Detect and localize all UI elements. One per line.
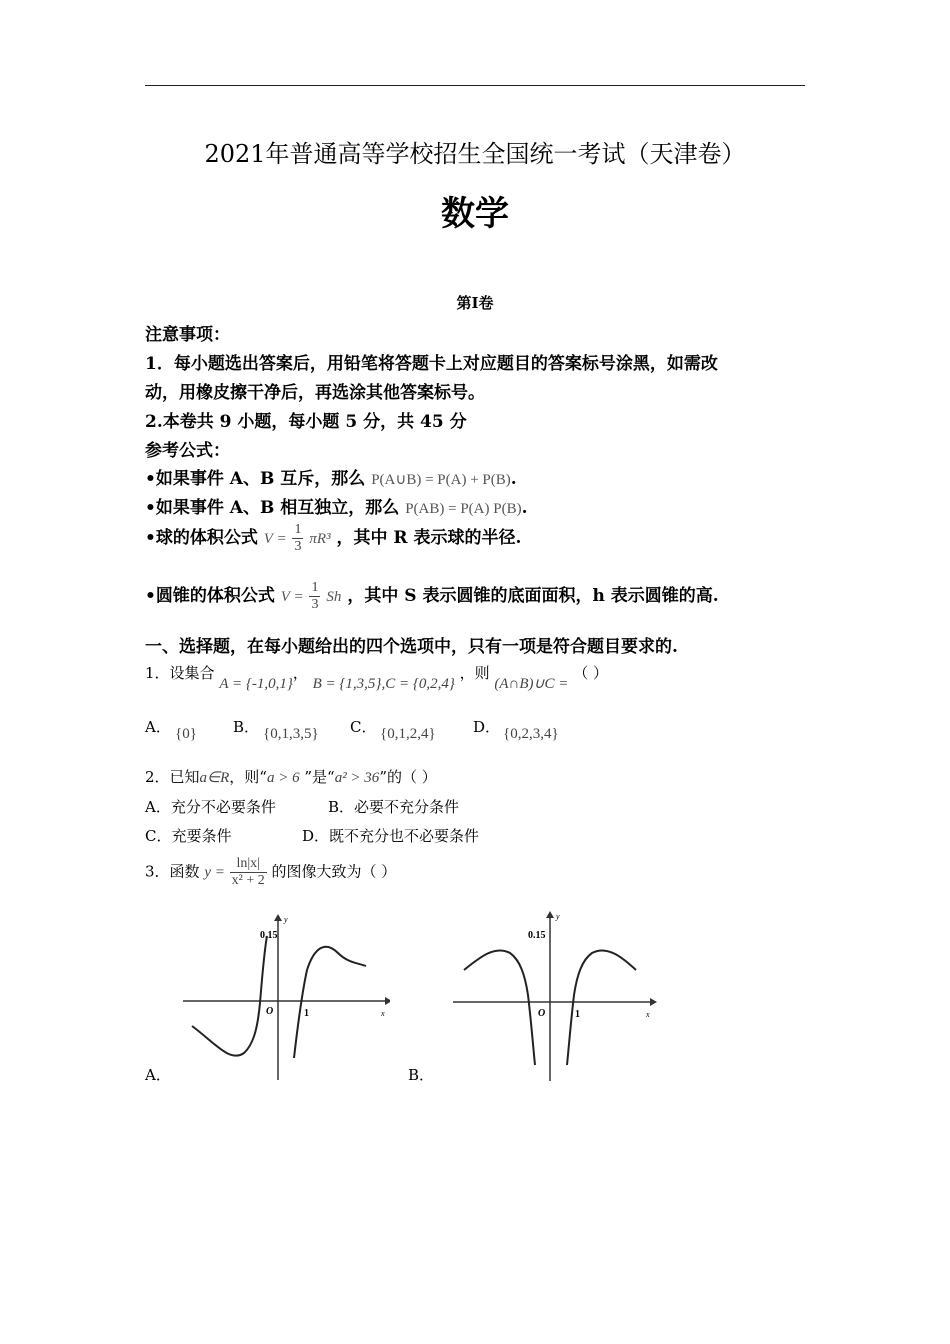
q1-prefix: 1．设集合 xyxy=(145,664,215,682)
note-1-line-1: 1．每小题选出答案后，用铅笔将答题卡上对应题目的答案标号涂黑，如需改 xyxy=(145,354,718,374)
graph-a-curve-right xyxy=(294,947,366,1058)
exam-title: 2021年普通高等学校招生全国统一考试（天津卷） xyxy=(204,140,746,168)
q2-option-c-text: 充要条件 xyxy=(171,827,232,845)
formula-exclusive-text: •如果事件 A、B 互斥，那么 xyxy=(145,469,366,489)
graph-a-curve-left xyxy=(192,936,267,1056)
top-rule xyxy=(145,85,805,86)
q2-option-b-label: B． xyxy=(328,798,355,816)
graph-b-curve-left xyxy=(464,950,535,1065)
formulas-heading: 参考公式： xyxy=(145,441,230,461)
graph-a-y-tick: 0.15 xyxy=(260,930,278,941)
subject-title: 数学 xyxy=(441,194,509,234)
formula-sphere-tail: ，其中 R 表示球的半径. xyxy=(336,528,522,548)
q2-option-a[interactable] xyxy=(145,796,276,817)
q1-sep: ， xyxy=(292,664,308,682)
note-1-line-2: 动，用橡皮擦干净后，再选涂其他答案标号。 xyxy=(145,383,485,403)
graph-b-x-name: x xyxy=(646,1010,650,1019)
graph-a-y-name: y xyxy=(284,915,288,924)
q2-mid2: ”是“ xyxy=(299,768,335,786)
formula-cone-lhs: V = xyxy=(280,589,304,605)
fraction-numerator: 1 xyxy=(294,522,302,537)
formula-sphere-rhs: πR³ xyxy=(309,531,331,547)
formula-sphere-fraction xyxy=(292,522,303,555)
q3-denominator: x² + 2 xyxy=(231,873,265,888)
graph-b-y-arrow xyxy=(546,911,554,918)
q2-option-c[interactable] xyxy=(145,825,232,846)
q2-option-d-text: 既不充分也不必要条件 xyxy=(329,827,480,845)
formula-independent: •如果事件 A、B 相互独立，那么 P(AB) = P(A) P(B). xyxy=(145,498,528,518)
note-2: 2.本卷共 9 小题，每小题 5 分，共 45 分 xyxy=(145,412,467,432)
formula-cone-fraction xyxy=(309,580,320,613)
q1-option-c-value: {0,1,2,4} xyxy=(380,726,436,742)
q2-q: a² > 36 xyxy=(334,770,380,786)
question-2-options xyxy=(145,796,805,856)
q3-end: 的图像大致为（ ） xyxy=(271,862,397,881)
q3-prefix: 3．函数 xyxy=(145,862,200,881)
graph-a-y-arrow xyxy=(274,914,282,921)
q3-numerator: ln|x| xyxy=(230,856,267,873)
q2-option-b-text: 必要不充分条件 xyxy=(354,798,460,816)
q2-cond: a∈R xyxy=(199,770,230,786)
formula-sphere-lhs: V = xyxy=(263,531,287,547)
graph-a xyxy=(180,908,390,1083)
formula-cone-tail: ，其中 S 表示圆锥的底面面积，h 表示圆锥的高. xyxy=(347,586,719,606)
fraction-denominator: 3 xyxy=(294,539,302,554)
formula-independent-text: •如果事件 A、B 相互独立，那么 xyxy=(145,498,400,518)
q1-set-a: A = {-1,0,1} xyxy=(219,676,293,692)
q1-option-c-label[interactable]: C． xyxy=(350,718,377,736)
q2-mid1: ，则“ xyxy=(229,768,267,786)
graph-b-origin: O xyxy=(538,1008,546,1019)
graph-b-x-tick: 1 xyxy=(575,1009,580,1020)
q1-set-c: ,C = {0,2,4} xyxy=(381,676,455,692)
formula-cone-text: •圆锥的体积公式 xyxy=(145,586,275,606)
graph-a-label[interactable]: A． xyxy=(145,1066,171,1084)
fraction-denominator: 3 xyxy=(311,597,319,612)
graph-a-x-tick: 1 xyxy=(304,1008,309,1019)
formula-sphere-text: •球的体积公式 xyxy=(145,528,258,548)
q3-fraction xyxy=(230,856,267,889)
formula-exclusive-math: P(A∪B) = P(A) + P(B) xyxy=(371,472,511,488)
graph-b-y-name: y xyxy=(556,912,560,921)
q1-paren: （ ） xyxy=(573,664,608,682)
graph-b-label[interactable]: B． xyxy=(408,1066,435,1084)
q2-p: a > 6 xyxy=(266,770,300,786)
q2-option-b[interactable] xyxy=(328,796,459,817)
q2-option-c-label: C． xyxy=(145,827,172,845)
q1-mid: ，则 xyxy=(459,664,490,682)
graph-b xyxy=(450,905,660,1085)
formula-cone-rhs: Sh xyxy=(326,589,342,605)
q1-option-b-value: {0,1,3,5} xyxy=(263,726,319,742)
question-3-stem xyxy=(145,856,396,889)
q2-option-d[interactable] xyxy=(302,825,479,846)
graph-b-x-arrow xyxy=(650,998,657,1006)
q2-option-d-label: D． xyxy=(302,827,330,845)
q1-set-b: B = {1,3,5} xyxy=(312,676,382,692)
formula-exclusive: •如果事件 A、B 互斥，那么 P(A∪B) = P(A) + P(B). xyxy=(145,469,517,489)
graph-b-curve-right xyxy=(567,950,636,1065)
question-1-stem xyxy=(145,662,608,692)
graph-a-origin: O xyxy=(266,1006,274,1017)
q2-prefix: 2．已知 xyxy=(145,768,200,786)
section-1-heading: 一、选择题，在每小题给出的四个选项中，只有一项是符合题目要求的. xyxy=(145,637,678,657)
q1-option-a-label[interactable]: A． xyxy=(145,718,171,736)
q2-option-a-label: A． xyxy=(145,798,171,816)
q1-option-d-label[interactable]: D． xyxy=(473,718,501,736)
q2-option-a-text: 充分不必要条件 xyxy=(170,798,276,816)
q1-option-a-value: {0} xyxy=(175,726,197,742)
q1-option-b-label[interactable]: B． xyxy=(233,718,260,736)
part-title: 第Ⅰ卷 xyxy=(456,294,494,312)
formula-sphere xyxy=(145,522,521,555)
q3-lhs: y = xyxy=(204,864,225,881)
notes-heading: 注意事项： xyxy=(145,325,230,345)
formula-cone xyxy=(145,580,719,613)
q1-expr: (A∩B)∪C = xyxy=(494,676,569,692)
q2-end: ”的（ ） xyxy=(379,768,437,786)
graph-b-y-tick: 0.15 xyxy=(528,930,546,941)
graph-a-x-name: x xyxy=(381,1009,385,1018)
q1-option-d-value: {0,2,3,4} xyxy=(503,726,559,742)
formula-independent-math: P(AB) = P(A) P(B) xyxy=(405,501,522,517)
graph-a-x-arrow xyxy=(385,997,390,1005)
fraction-numerator: 1 xyxy=(311,580,319,595)
question-1-options xyxy=(145,716,805,750)
question-2-stem xyxy=(145,766,437,787)
